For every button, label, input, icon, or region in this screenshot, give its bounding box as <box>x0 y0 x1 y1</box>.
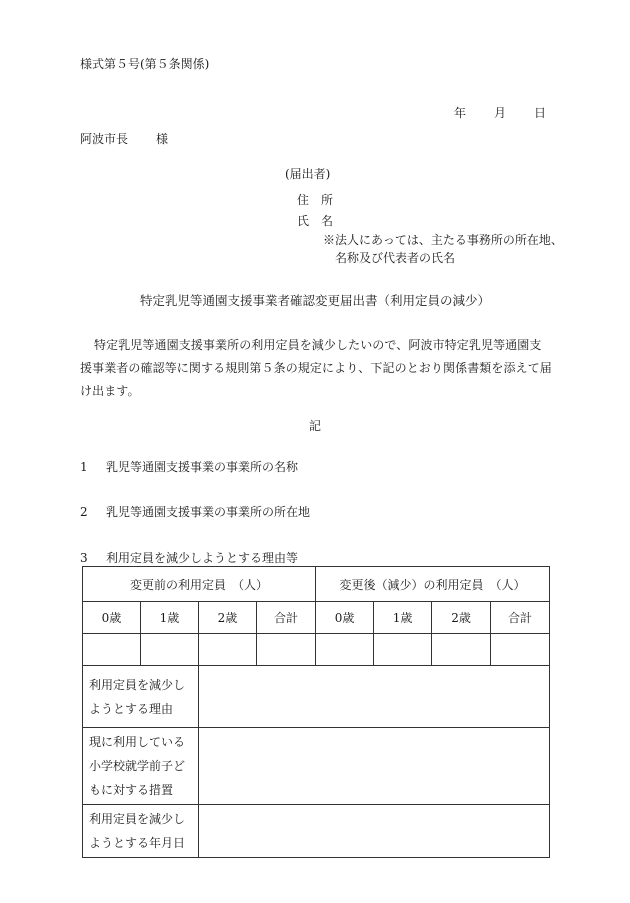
col-after-age2: 2歳 <box>432 602 491 634</box>
corporation-note-line2: 名称及び代表者の氏名 <box>335 251 456 265</box>
value-before-age1[interactable] <box>141 634 199 666</box>
reduction-date-value[interactable] <box>199 805 550 858</box>
reason-label: 利用定員を減少しようとする理由 <box>83 666 199 728</box>
date-year: 年 <box>454 106 467 120</box>
date-day: 日 <box>534 106 547 120</box>
date-line <box>454 104 546 121</box>
value-after-total[interactable] <box>491 634 550 666</box>
col-before-age1: 1歳 <box>141 602 199 634</box>
corporation-note-line1: ※法人にあっては、主たる事務所の所在地、 <box>323 233 563 247</box>
before-capacity-header: 変更前の利用定員 （人） <box>83 567 316 602</box>
value-after-age1[interactable] <box>374 634 432 666</box>
date-month: 月 <box>494 106 507 120</box>
item-facility-address <box>80 503 310 520</box>
capacity-table <box>82 566 550 858</box>
col-after-age1: 1歳 <box>374 602 432 634</box>
value-before-age0[interactable] <box>83 634 141 666</box>
item-facility-name <box>80 458 298 475</box>
addressee-name: 阿波市長 <box>80 132 129 146</box>
addressee-honorific: 様 <box>156 132 169 146</box>
reduction-date-label: 利用定員を減少しようとする年月日 <box>83 805 199 858</box>
value-before-total[interactable] <box>257 634 316 666</box>
body-text: 特定乳児等通園支援事業所の利用定員を減少したいので、阿波市特定乳児等通園支援事業者の確認等に関する規則第５条の規定により、下記のとおり関係書類を添えて届け出ます。 <box>80 338 552 398</box>
measures-label: 現に利用している小学校就学前子どもに対する措置 <box>83 728 199 805</box>
name-label: 氏 名 <box>297 214 334 228</box>
item-text: 乳児等通園支援事業の事業所の所在地 <box>106 505 311 519</box>
address-label: 住 所 <box>297 193 334 207</box>
ki-heading: 記 <box>308 419 321 433</box>
value-after-age2[interactable] <box>432 634 491 666</box>
measures-value[interactable] <box>199 728 550 805</box>
item-reason <box>80 549 298 566</box>
reason-value[interactable] <box>199 666 550 728</box>
value-before-age2[interactable] <box>199 634 257 666</box>
item-text: 乳児等通園支援事業の事業所の名称 <box>106 460 299 474</box>
item-number: 3 <box>80 551 88 565</box>
submitter-heading: (届出者) <box>285 167 331 181</box>
col-before-age2: 2歳 <box>199 602 257 634</box>
col-before-total: 合計 <box>257 602 316 634</box>
value-after-age0[interactable] <box>316 634 374 666</box>
document-title: 特定乳児等通園支援事業者確認変更届出書（利用定員の減少） <box>139 293 490 308</box>
item-number: 2 <box>80 505 88 519</box>
after-capacity-header: 変更後（減少）の利用定員 （人） <box>316 567 550 602</box>
form-number: 様式第５号(第５条関係) <box>80 57 210 71</box>
col-after-total: 合計 <box>491 602 550 634</box>
addressee <box>80 130 168 147</box>
item-text: 利用定員を減少しようとする理由等 <box>106 551 299 565</box>
col-after-age0: 0歳 <box>316 602 374 634</box>
item-number: 1 <box>80 460 88 474</box>
col-before-age0: 0歳 <box>83 602 141 634</box>
